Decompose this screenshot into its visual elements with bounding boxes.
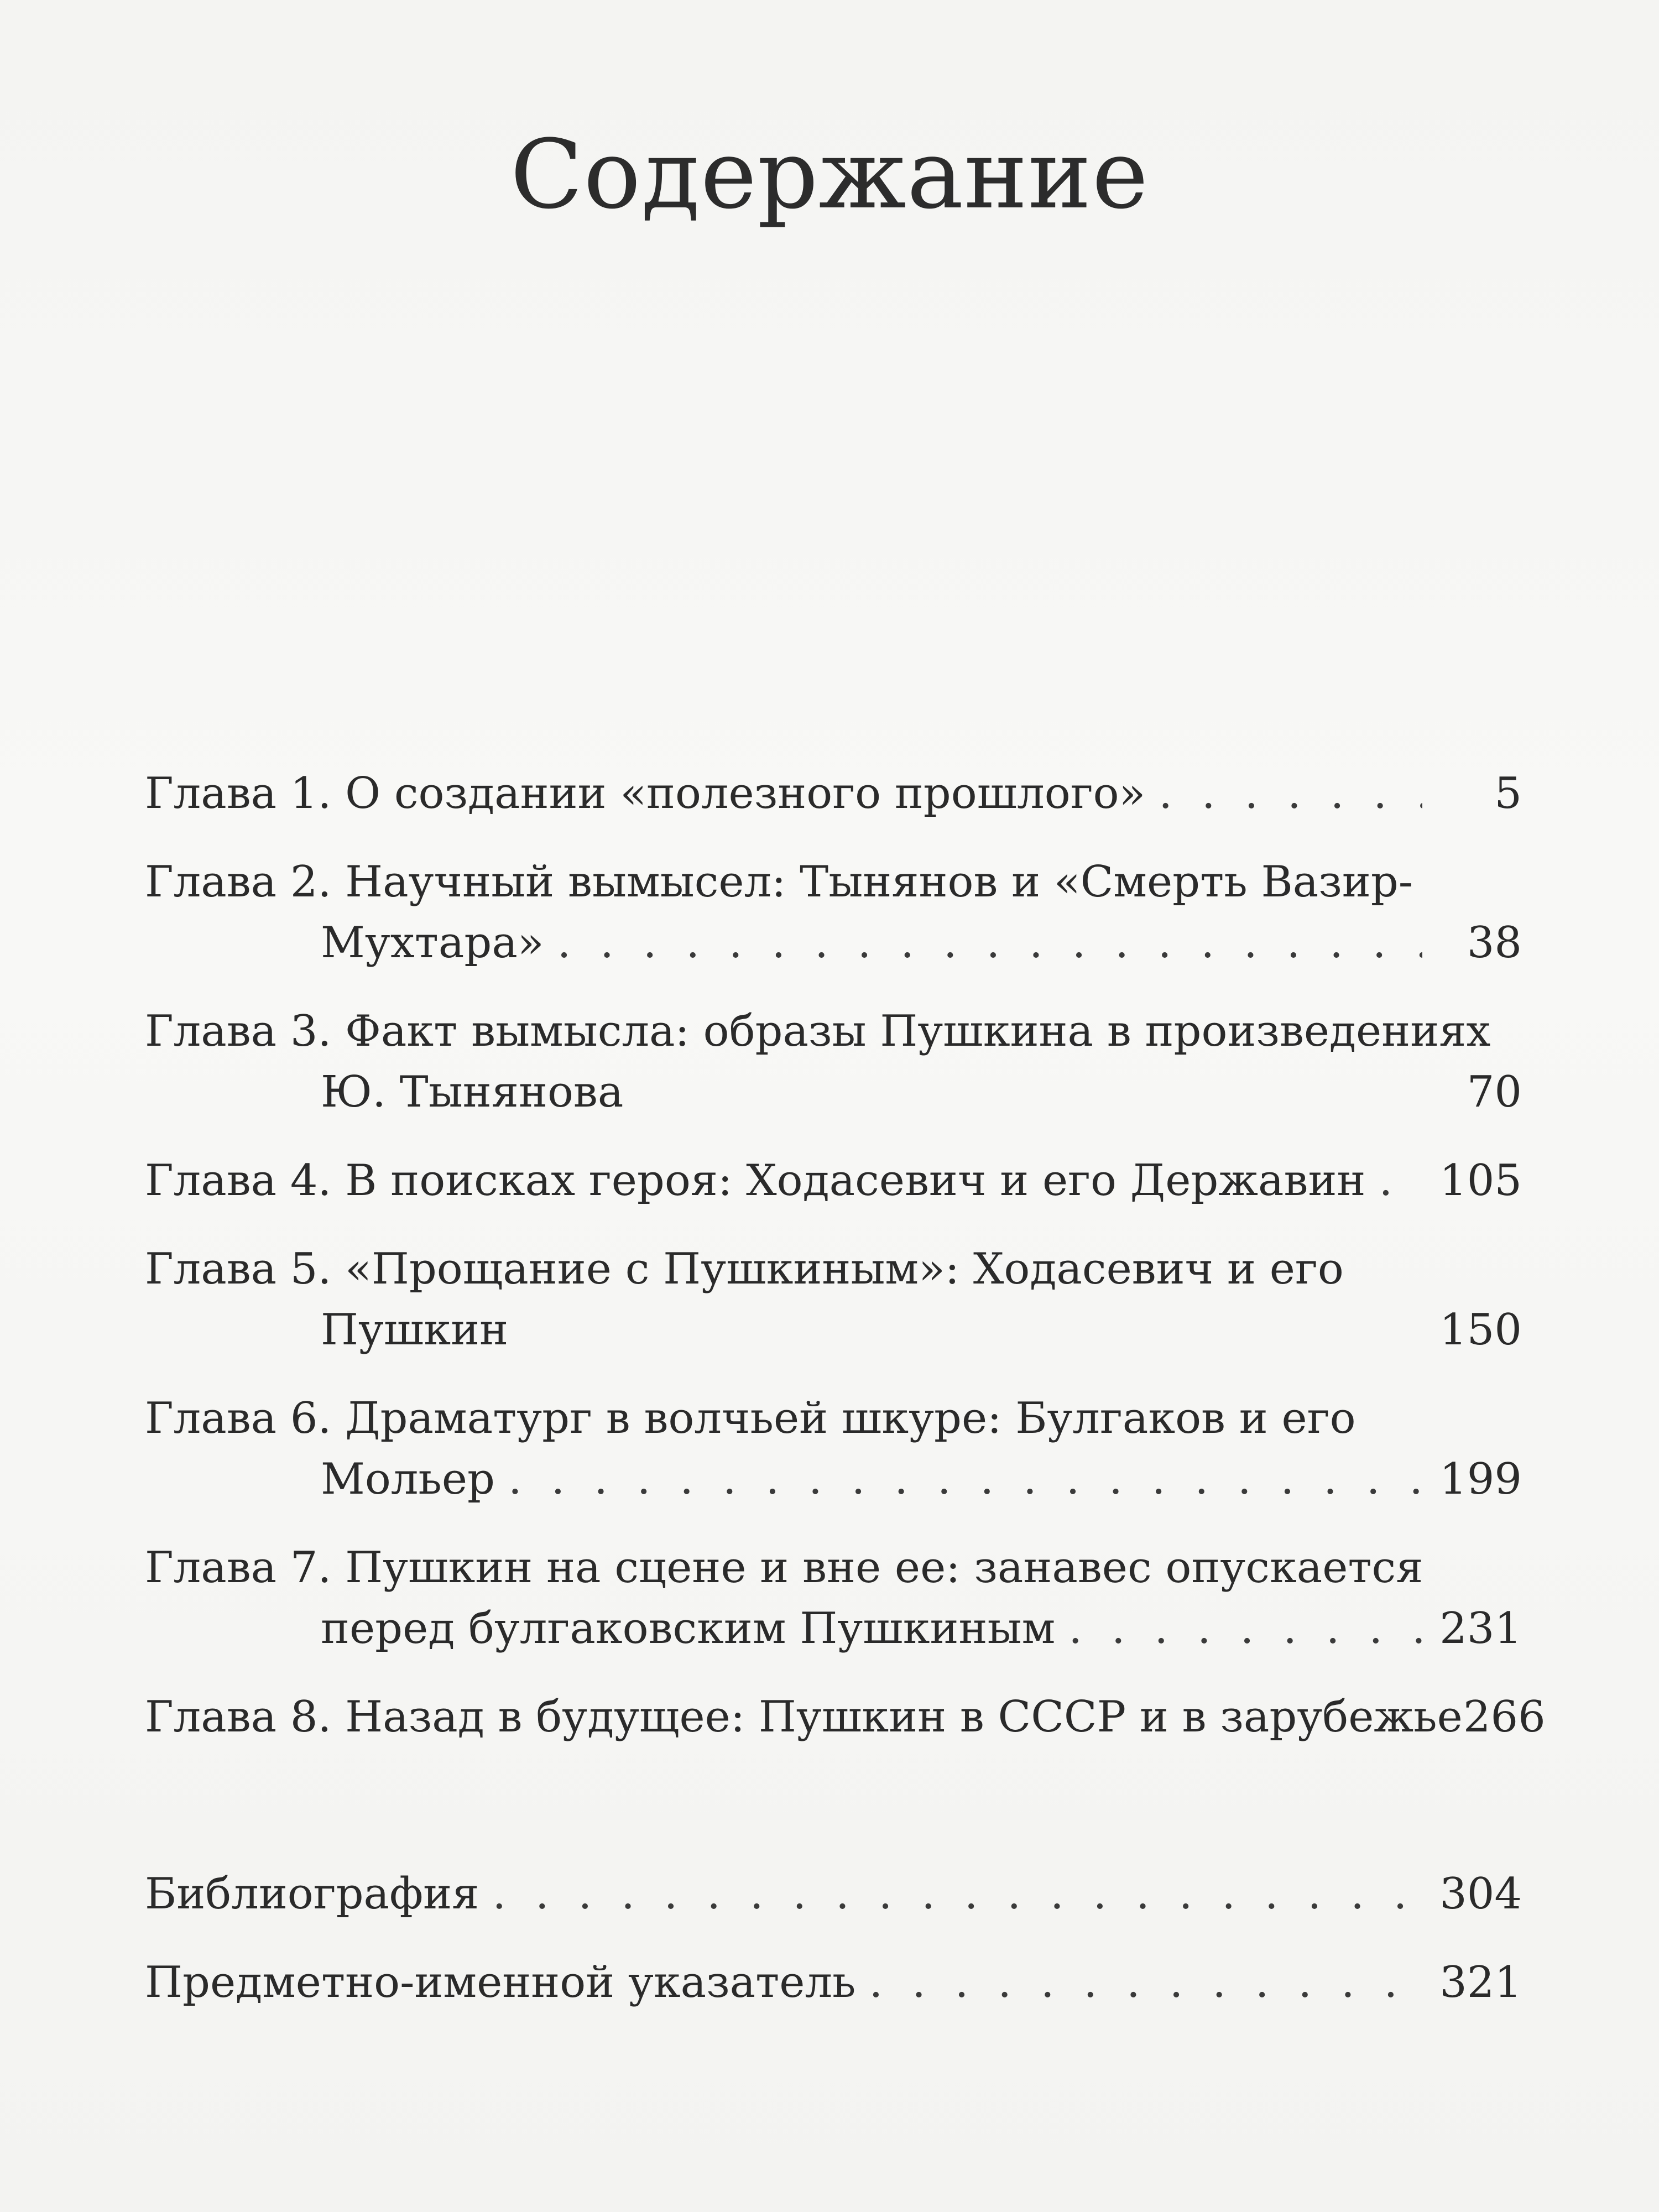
toc-entry-bibliography	[145, 1864, 1522, 1924]
toc-entry-chapter-6	[145, 1388, 1522, 1510]
toc-entry-title: Библиография	[145, 1869, 479, 1919]
toc-entry-chapter-8	[145, 1687, 1546, 1747]
toc-entry-title-continued: Мольер	[321, 1454, 495, 1504]
toc-entry-title: Глава 8. Назад в будущее: Пушкин в СССР и в зарубежье	[145, 1692, 1463, 1742]
toc-entry-title: Глава 4. В поисках героя: Ходасевич и его Державин	[145, 1156, 1366, 1206]
toc-page-number: 105	[1439, 1156, 1522, 1206]
toc-entry-chapter-1	[145, 763, 1522, 824]
dot-leader	[1379, 1150, 1422, 1211]
dot-leader	[1159, 763, 1422, 824]
toc-entry-title: Глава 3. Факт вымысла: образы Пушкина в произведениях	[145, 1006, 1491, 1056]
toc-entry-chapter-4	[145, 1150, 1522, 1211]
toc-entry-title-continued: Пушкин	[321, 1305, 509, 1355]
toc-entry-chapter-3	[145, 1001, 1522, 1123]
toc-entry-title: Предметно-именной указатель	[145, 1958, 856, 2007]
toc-entry-title: Глава 7. Пушкин на сцене и вне ее: занавес опускается	[145, 1543, 1423, 1593]
toc-entry-title-continued: Ю. Тынянова	[321, 1067, 624, 1117]
toc-entry-index	[145, 1952, 1522, 2013]
toc-page-number: 150	[1439, 1305, 1522, 1355]
page-title: Содержание	[510, 119, 1149, 230]
toc-page-number: 231	[1439, 1604, 1522, 1653]
toc-entry-title: Глава 5. «Прощание с Пушкиным»: Ходасевич и его	[145, 1244, 1344, 1294]
toc-entry-chapter-7	[145, 1537, 1522, 1659]
toc-page-number: 266	[1463, 1692, 1546, 1742]
toc-entry-title-continued: перед булгаковским Пушкиным	[321, 1604, 1056, 1653]
toc-entry-title-continued: Мухтара»	[321, 918, 544, 968]
toc-page-number: 38	[1467, 918, 1522, 968]
dot-leader	[492, 1864, 1422, 1924]
toc-entry-chapter-2	[145, 852, 1522, 973]
toc-entry-chapter-5	[145, 1239, 1522, 1360]
toc-page-number: 5	[1494, 769, 1522, 818]
toc-page-number: 304	[1439, 1869, 1522, 1919]
toc-page-number: 70	[1467, 1067, 1522, 1117]
toc-entry-title: Глава 2. Научный вымысел: Тынянов и «Смерть Вазир-	[145, 857, 1413, 907]
toc-entry-title: Глава 6. Драматург в волчьей шкуре: Булгаков и его	[145, 1394, 1356, 1443]
toc-page-number: 321	[1439, 1958, 1522, 2007]
toc-page-number: 199	[1439, 1454, 1522, 1504]
dot-leader	[869, 1952, 1422, 2013]
toc-entry-title: Глава 1. О создании «полезного прошлого»	[145, 769, 1146, 818]
dot-leader	[1068, 1598, 1422, 1659]
dot-leader	[508, 1449, 1422, 1510]
dot-leader	[557, 912, 1422, 973]
